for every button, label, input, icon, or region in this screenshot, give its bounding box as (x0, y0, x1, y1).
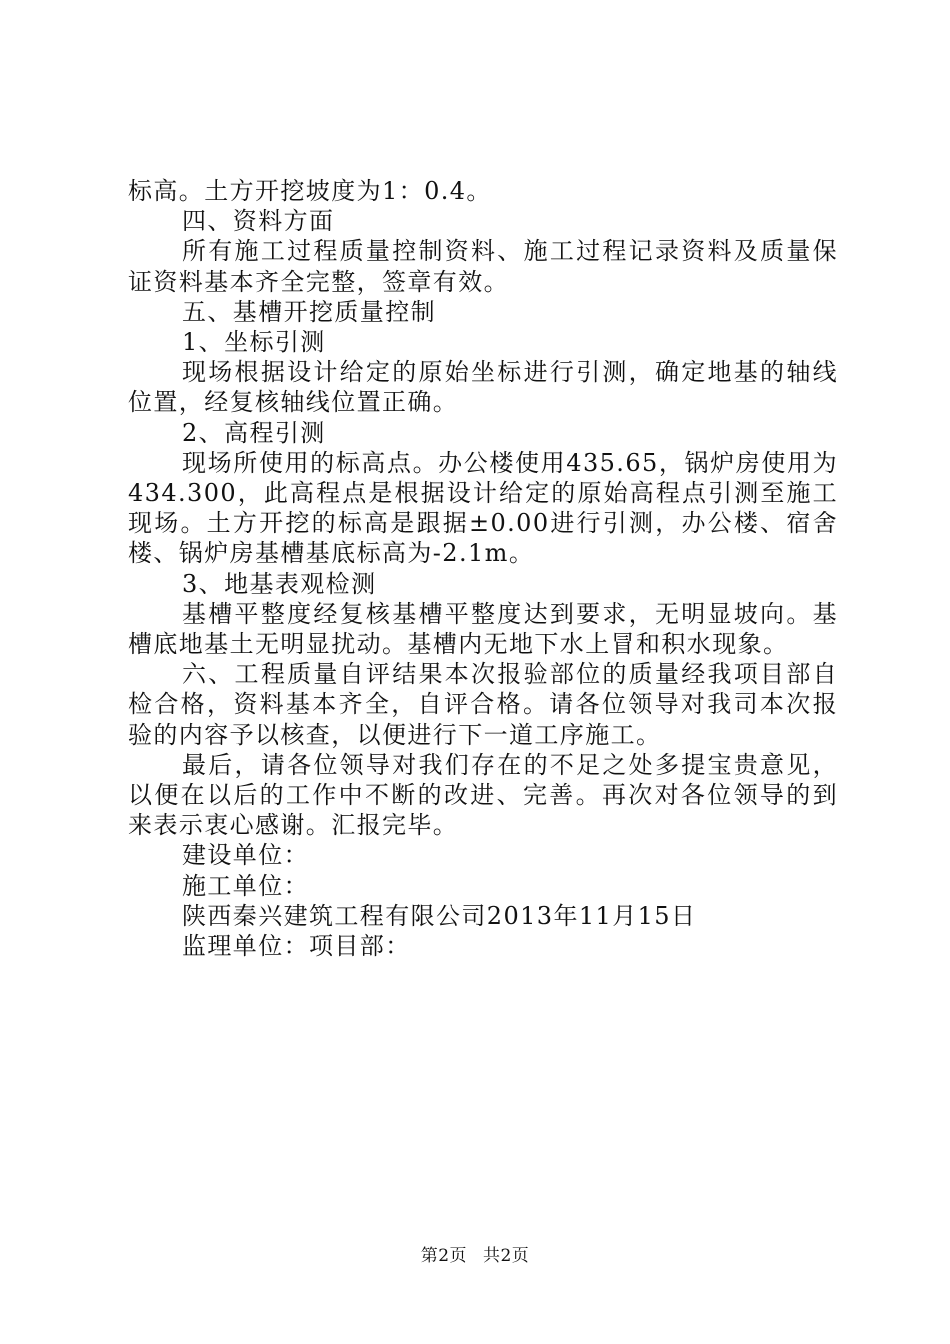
paragraph: 1、坐标引测 (182, 328, 326, 357)
paragraph: 现场根据设计给定的原始坐标进行引测，确定地基的轴线位置，经复核轴线位置正确。 (128, 358, 838, 417)
page-total: 共2页 (482, 1246, 530, 1266)
paragraph: 施工单位： (182, 871, 309, 900)
paragraph: 陕西秦兴建筑工程有限公司2013年11月15日 (182, 901, 697, 930)
paragraph: 建设单位： (182, 841, 309, 870)
paragraph: 四、资料方面 (182, 207, 335, 236)
paragraph: 最后，请各位领导对我们存在的不足之处多提宝贵意见，以便在以后的工作中不断的改进、完善。再次对各位领导的到来表示衷心感谢。汇报完毕。 (128, 750, 838, 840)
paragraph: 监理单位：项目部： (182, 932, 411, 961)
paragraph: 六、工程质量自评结果本次报验部位的质量经我项目部自检合格，资料基本齐全，自评合格。请各位领导对我司本次报验的内容予以核查，以便进行下一道工序施工。 (128, 660, 838, 749)
paragraph: 标高。土方开挖坡度为1：0.4。 (128, 177, 492, 205)
paragraph: 所有施工过程质量控制资料、施工过程记录资料及质量保证资料基本齐全完整，签章有效。 (128, 237, 838, 296)
page-number: 第2页 (420, 1246, 468, 1266)
paragraph: 3、地基表观检测 (182, 569, 377, 598)
paragraph: 现场所使用的标高点。办公楼使用435.65，锅炉房使用为434.300，此高程点是根据设计给定的原始高程点引测至施工现场。土方开挖的标高是跟据±0.00进行引测，办公楼、宿舍楼、锅炉房基槽基底标高为-2.1m。 (128, 448, 838, 568)
paragraph: 五、基槽开挖质量控制 (182, 297, 436, 326)
page-footer (0, 1241, 950, 1266)
document-body (128, 176, 838, 961)
paragraph: 2、高程引测 (182, 418, 326, 447)
paragraph: 基槽平整度经复核基槽平整度达到要求，无明显坡向。基槽底地基土无明显扰动。基槽内无地下水上冒和积水现象。 (128, 599, 838, 659)
